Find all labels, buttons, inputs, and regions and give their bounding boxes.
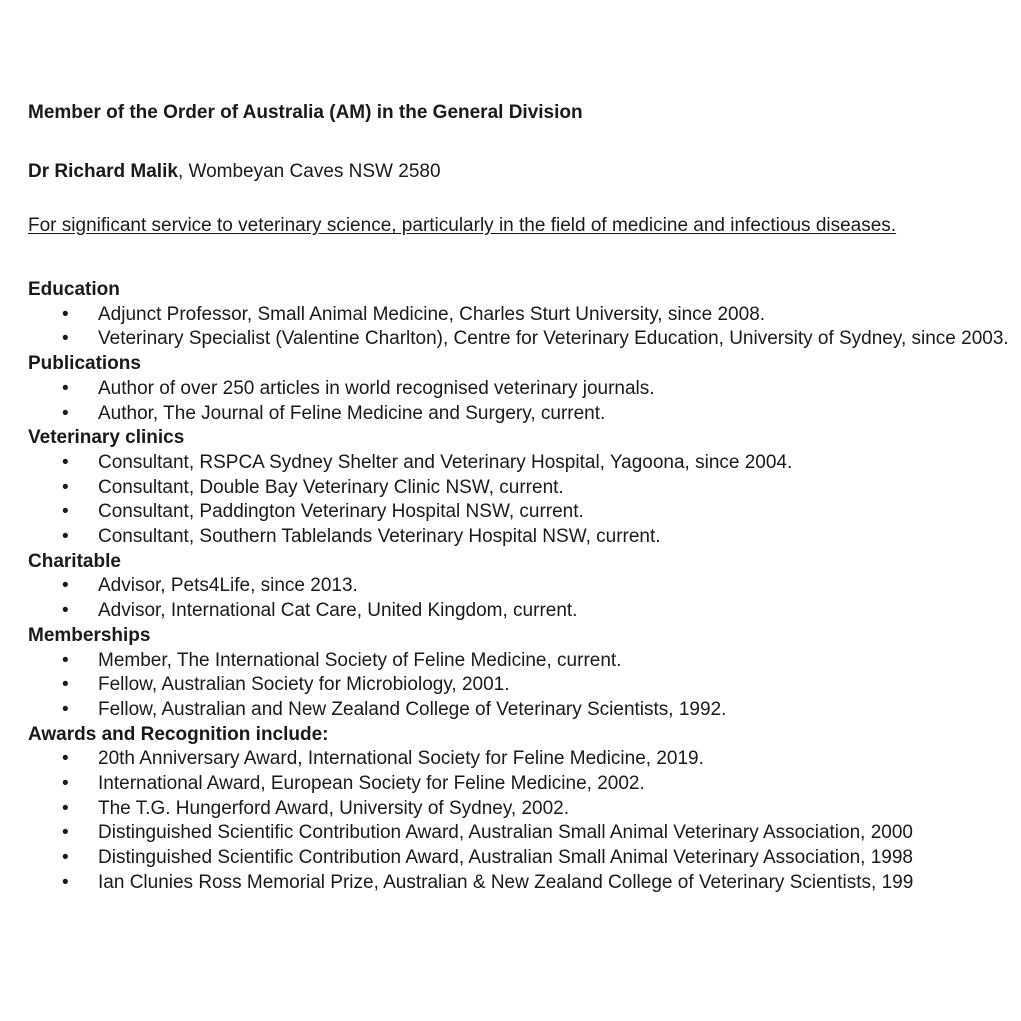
list-item (28, 797, 1021, 822)
list-item-text: 20th Anniversary Award, International Society for Feline Medicine, 2019. (98, 748, 704, 770)
bullet-icon: • (62, 600, 69, 622)
section-heading-awards-and-recognition-include: Awards and Recognition include: (28, 723, 329, 745)
list-item-text: Consultant, Southern Tablelands Veterinary Hospital NSW, current. (98, 526, 661, 548)
bullet-icon: • (62, 377, 69, 399)
list-item-text: Veterinary Specialist (Valentine Charlton), Centre for Veterinary Education, University of Sydney, since 2003. (98, 328, 1009, 350)
bullet-icon: • (62, 797, 69, 819)
section-list-awards-and-recognition-include (28, 747, 1021, 895)
citation: For significant service to veterinary science, particularly in the field of medicine and infectious diseases. (28, 215, 897, 236)
list-item-text: Fellow, Australian Society for Microbiology, 2001. (98, 674, 510, 696)
section-heading-publications: Publications (28, 353, 141, 375)
list-item-text: Author, The Journal of Feline Medicine and Surgery, current. (98, 402, 606, 424)
bullet-icon: • (62, 847, 69, 869)
list-item-text: Consultant, RSPCA Sydney Shelter and Veterinary Hospital, Yagoona, since 2004. (98, 451, 793, 473)
section-list-publications (28, 377, 1021, 426)
list-item (28, 525, 1021, 550)
bullet-icon: • (62, 476, 69, 498)
list-item (28, 649, 1021, 674)
list-item-text: International Award, European Society for Feline Medicine, 2002. (98, 773, 645, 795)
section-list-veterinary-clinics (28, 451, 1021, 550)
bullet-icon: • (62, 649, 69, 671)
list-item-text: Author of over 250 articles in world recognised veterinary journals. (98, 377, 655, 399)
list-item-text: Distinguished Scientific Contribution Award, Australian Small Animal Veterinary Association, 1998 (98, 847, 913, 869)
bullet-icon: • (62, 526, 69, 548)
bullet-icon: • (62, 303, 69, 325)
bullet-icon: • (62, 328, 69, 350)
bullet-icon: • (62, 402, 69, 424)
list-item-text: Consultant, Double Bay Veterinary Clinic NSW, current. (98, 476, 564, 498)
list-item (28, 303, 1021, 328)
bullet-icon: • (62, 871, 69, 893)
list-item (28, 500, 1021, 525)
list-item (28, 772, 1021, 797)
list-item (28, 476, 1021, 501)
list-item (28, 673, 1021, 698)
bullet-icon: • (62, 748, 69, 770)
list-item (28, 821, 1021, 846)
list-item-text: Advisor, International Cat Care, United Kingdom, current. (98, 600, 578, 622)
list-item (28, 846, 1021, 871)
bullet-icon: • (62, 501, 69, 523)
bullet-icon: • (62, 773, 69, 795)
list-item (28, 574, 1021, 599)
recipient-line (28, 160, 441, 184)
award-title: Member of the Order of Australia (AM) in the General Division (28, 102, 583, 123)
list-item (28, 327, 1021, 352)
section-list-education (28, 303, 1021, 352)
recipient-name: Dr Richard Malik (28, 161, 178, 182)
list-item-text: Ian Clunies Ross Memorial Prize, Australian & New Zealand College of Veterinary Scientists, 199 (98, 871, 914, 893)
bullet-icon: • (62, 451, 69, 473)
list-item-text: Advisor, Pets4Life, since 2013. (98, 575, 358, 597)
section-heading-education: Education (28, 279, 120, 300)
list-item-text: The T.G. Hungerford Award, University of Sydney, 2002. (98, 797, 570, 819)
list-item-text: Distinguished Scientific Contribution Award, Australian Small Animal Veterinary Association, 2000 (98, 822, 913, 844)
section-list-charitable (28, 574, 1021, 623)
list-item-text: Member, The International Society of Feline Medicine, current. (98, 649, 622, 671)
list-item (28, 599, 1021, 624)
list-item (28, 698, 1021, 723)
section-heading-charitable: Charitable (28, 550, 121, 572)
sections-container (28, 278, 1021, 896)
list-item (28, 451, 1021, 476)
list-item-text: Consultant, Paddington Veterinary Hospital NSW, current. (98, 501, 584, 523)
bullet-icon: • (62, 698, 69, 720)
list-item (28, 377, 1021, 402)
list-item (28, 402, 1021, 427)
section-list-memberships (28, 649, 1021, 723)
bullet-icon: • (62, 575, 69, 597)
bullet-icon: • (62, 674, 69, 696)
document-page (28, 0, 1021, 1021)
list-item-text: Adjunct Professor, Small Animal Medicine, Charles Sturt University, since 2008. (98, 303, 766, 325)
bullet-icon: • (62, 822, 69, 844)
list-item (28, 747, 1021, 772)
section-heading-veterinary-clinics: Veterinary clinics (28, 427, 185, 449)
recipient-location: , Wombeyan Caves NSW 2580 (177, 161, 441, 182)
section-heading-memberships: Memberships (28, 624, 151, 646)
list-item (28, 871, 1021, 896)
list-item-text: Fellow, Australian and New Zealand College of Veterinary Scientists, 1992. (98, 698, 727, 720)
